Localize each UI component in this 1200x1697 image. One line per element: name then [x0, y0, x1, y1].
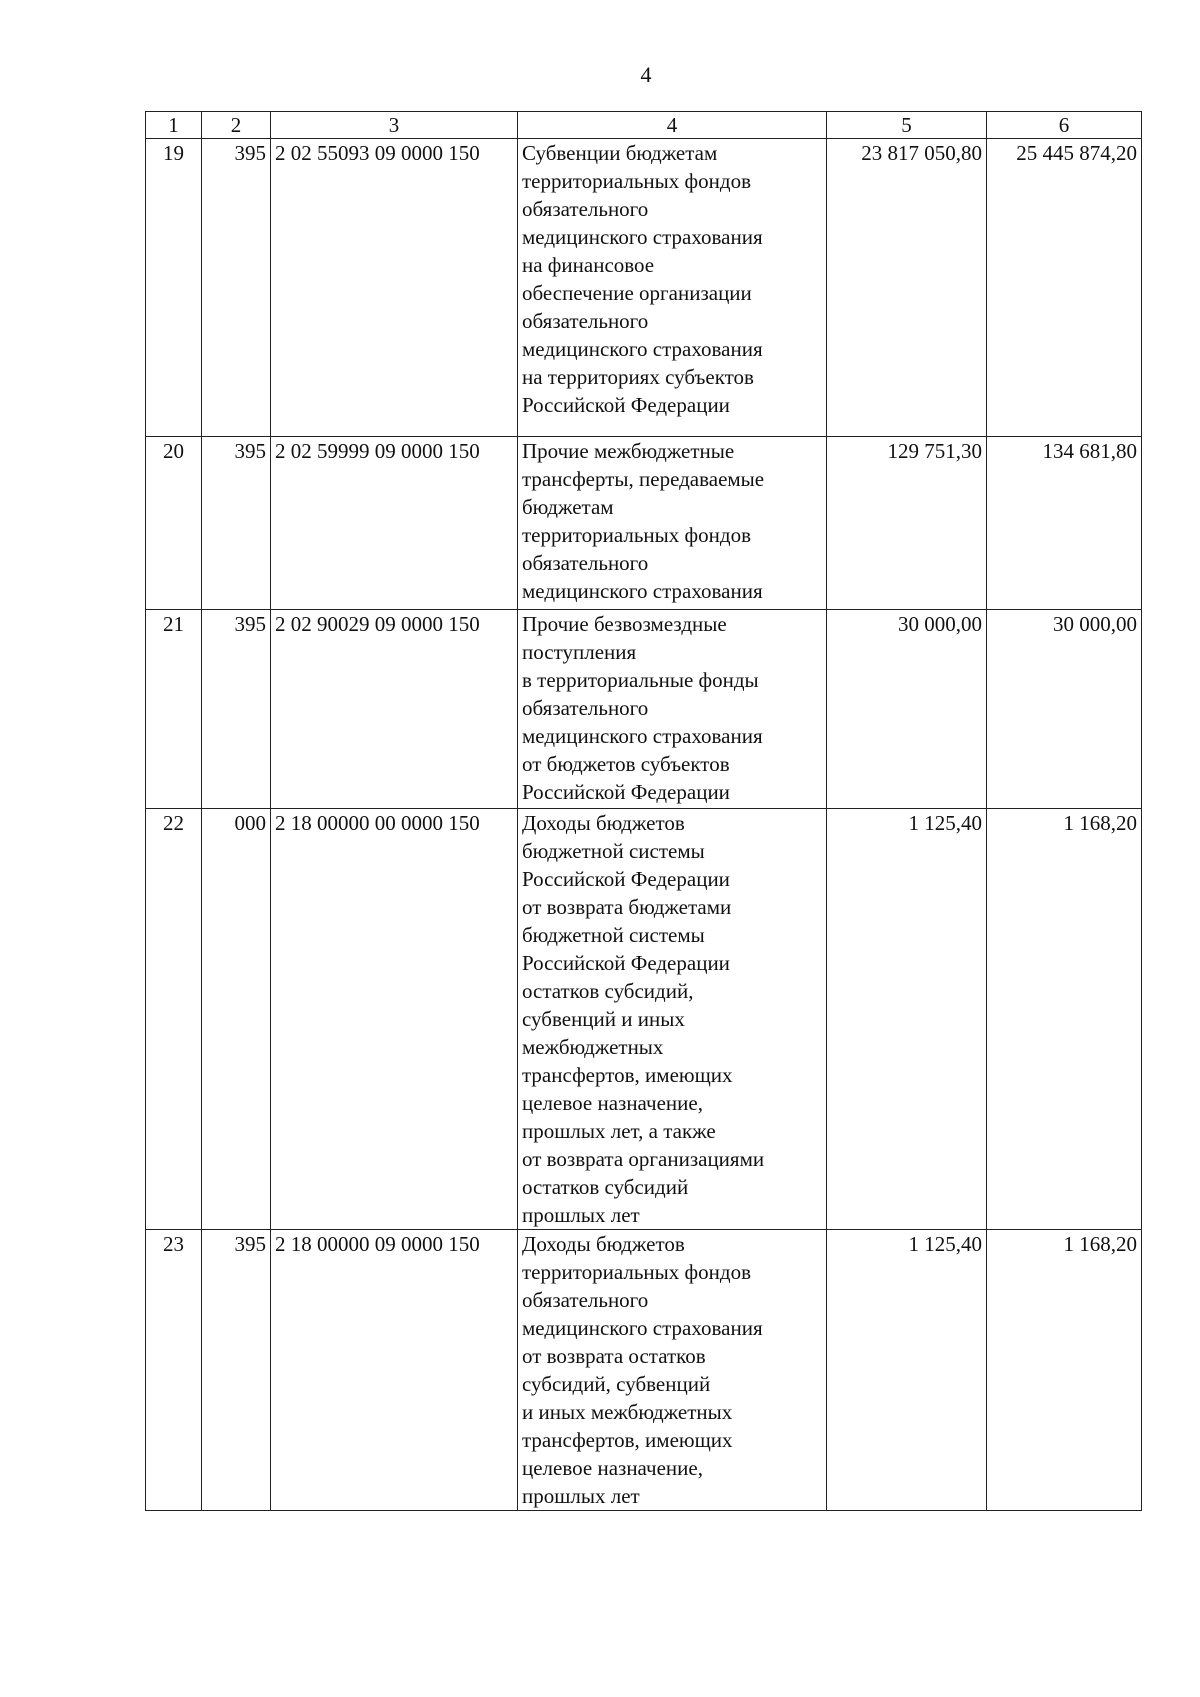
amount-column-5: 30 000,00	[827, 610, 987, 809]
revenue-name-line: от возврата организациями	[522, 1147, 765, 1171]
budget-classification-code: 2 02 90029 09 0000 150	[271, 610, 518, 809]
row-number: 22	[146, 809, 202, 1230]
revenue-name	[518, 139, 827, 437]
admin-code: 395	[202, 1230, 271, 1511]
amount-column-5: 129 751,30	[827, 437, 987, 610]
revenue-name-line: обязательного	[522, 1288, 649, 1312]
admin-code: 395	[202, 610, 271, 809]
revenue-name-line: медицинского страхования	[522, 1316, 763, 1340]
revenue-name-line: обязательного	[522, 551, 649, 575]
column-header-4: 4	[518, 112, 827, 139]
revenue-name	[518, 437, 827, 610]
column-header-3: 3	[271, 112, 518, 139]
revenue-name-line: межбюджетных	[522, 1035, 664, 1059]
revenue-table	[145, 111, 1142, 1511]
column-header-1: 1	[146, 112, 202, 139]
revenue-name-line: Российской Федерации	[522, 780, 730, 804]
amount-column-6: 1 168,20	[987, 1230, 1142, 1511]
amount-column-6: 1 168,20	[987, 809, 1142, 1230]
amount-column-6: 30 000,00	[987, 610, 1142, 809]
revenue-name-line: поступления	[522, 640, 637, 664]
revenue-name-line: целевое назначение,	[522, 1091, 703, 1115]
amount-column-6: 134 681,80	[987, 437, 1142, 610]
budget-classification-code: 2 02 59999 09 0000 150	[271, 437, 518, 610]
table-row	[146, 1230, 1142, 1511]
column-header-2: 2	[202, 112, 271, 139]
revenue-name	[518, 1230, 827, 1511]
revenue-name-line: субсидий, субвенций	[522, 1372, 711, 1396]
revenue-name-line: территориальных фондов	[522, 1260, 751, 1284]
revenue-name-line: Прочие безвозмездные	[522, 612, 727, 636]
revenue-name-line: трансфертов, имеющих	[522, 1428, 733, 1452]
column-header-6: 6	[987, 112, 1142, 139]
revenue-name-line: целевое назначение,	[522, 1456, 703, 1480]
table-row	[146, 437, 1142, 610]
revenue-name-line: трансферты, передаваемые	[522, 467, 765, 491]
revenue-name-line: на территориях субъектов	[522, 365, 754, 389]
revenue-name-line: Доходы бюджетов	[522, 811, 685, 835]
admin-code: 000	[202, 809, 271, 1230]
revenue-name-line: субвенций и иных	[522, 1007, 685, 1031]
revenue-name-line: обязательного	[522, 197, 649, 221]
table-row	[146, 610, 1142, 809]
revenue-name-line: Субвенции бюджетам	[522, 141, 718, 165]
revenue-name-line: территориальных фондов	[522, 523, 751, 547]
revenue-name	[518, 809, 827, 1230]
revenue-name-line: обязательного	[522, 696, 649, 720]
revenue-name-line: и иных межбюджетных	[522, 1400, 733, 1424]
revenue-name-line: обязательного	[522, 309, 649, 333]
budget-classification-code: 2 18 00000 09 0000 150	[271, 1230, 518, 1511]
revenue-name-line: бюджетам	[522, 495, 614, 519]
amount-column-6: 25 445 874,20	[987, 139, 1142, 437]
amount-column-5: 1 125,40	[827, 809, 987, 1230]
page-number: 4	[640, 62, 652, 87]
budget-classification-code: 2 02 55093 09 0000 150	[271, 139, 518, 437]
revenue-name-line: Прочие межбюджетные	[522, 439, 735, 463]
revenue-name-line: бюджетной системы	[522, 923, 705, 947]
admin-code: 395	[202, 437, 271, 610]
column-number-header-row	[146, 112, 1142, 139]
revenue-name-line: Доходы бюджетов	[522, 1232, 685, 1256]
revenue-name-line: остатков субсидий	[522, 1175, 689, 1199]
revenue-name-line: медицинского страхования	[522, 225, 763, 249]
revenue-name-line: Российской Федерации	[522, 951, 730, 975]
table-row	[146, 809, 1142, 1230]
revenue-name-line: от возврата бюджетами	[522, 895, 732, 919]
revenue-name-line: медицинского страхования	[522, 724, 763, 748]
amount-column-5: 23 817 050,80	[827, 139, 987, 437]
table-row	[146, 139, 1142, 437]
row-number: 19	[146, 139, 202, 437]
revenue-name-line: медицинского страхования	[522, 337, 763, 361]
revenue-name-line: прошлых лет, а также	[522, 1119, 716, 1143]
row-number: 21	[146, 610, 202, 809]
revenue-name-line: территориальных фондов	[522, 169, 751, 193]
revenue-name-line: от бюджетов субъектов	[522, 752, 730, 776]
revenue-name-line: на финансовое	[522, 253, 655, 277]
amount-column-5: 1 125,40	[827, 1230, 987, 1511]
row-number: 23	[146, 1230, 202, 1511]
revenue-name-line: от возврата остатков	[522, 1344, 706, 1368]
revenue-name-line: обеспечение организации	[522, 281, 752, 305]
table-body	[146, 139, 1142, 1511]
revenue-name-line: трансфертов, имеющих	[522, 1063, 733, 1087]
revenue-name	[518, 610, 827, 809]
revenue-name-line: Российской Федерации	[522, 867, 730, 891]
column-header-5: 5	[827, 112, 987, 139]
revenue-name-line: остатков субсидий,	[522, 979, 694, 1003]
revenue-name-line: прошлых лет	[522, 1484, 640, 1508]
budget-classification-code: 2 18 00000 00 0000 150	[271, 809, 518, 1230]
revenue-name-line: Российской Федерации	[522, 393, 730, 417]
revenue-name-line: прошлых лет	[522, 1203, 640, 1227]
revenue-name-line: в территориальные фонды	[522, 668, 759, 692]
row-number: 20	[146, 437, 202, 610]
revenue-name-line: бюджетной системы	[522, 839, 705, 863]
admin-code: 395	[202, 139, 271, 437]
revenue-name-line: медицинского страхования	[522, 579, 763, 603]
